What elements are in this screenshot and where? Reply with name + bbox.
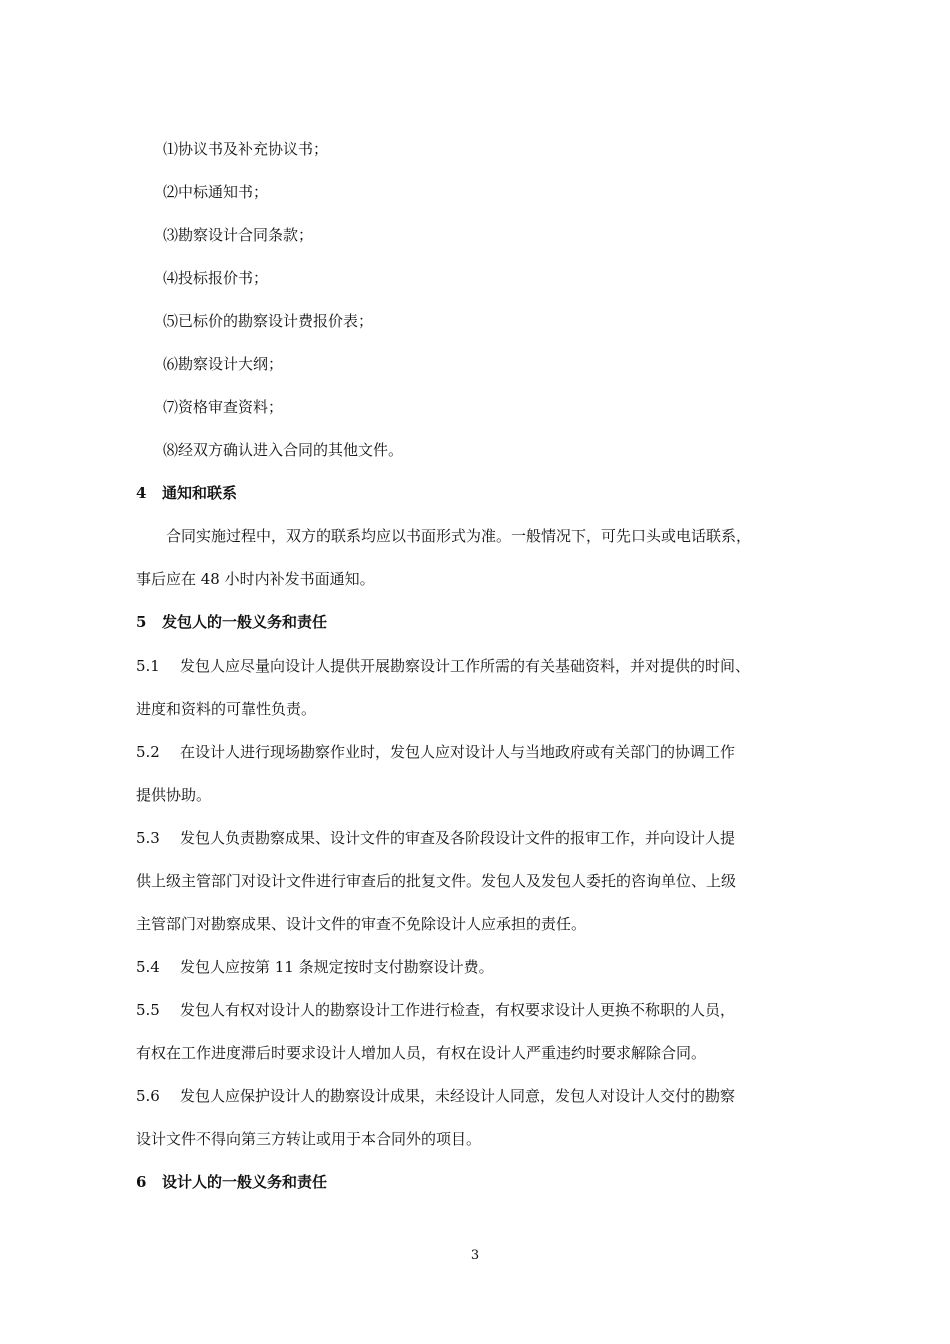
section-heading xyxy=(136,612,327,632)
section-number: 6 xyxy=(136,1173,147,1191)
list-item: ⑴协议书及补充协议书； xyxy=(163,140,329,158)
clause-line: 有权在工作进度滞后时要求设计人增加人员，有权在设计人严重违约时要求解除合同。 xyxy=(136,1044,707,1062)
clause-line xyxy=(136,828,735,848)
clause-line: 进度和资料的可靠性负责。 xyxy=(136,700,317,718)
clause-line xyxy=(136,742,735,762)
paragraph-line: 合同实施过程中，双方的联系均应以书面形式为准。一般情况下，可先口头或电话联系， xyxy=(166,527,752,545)
clause-text: 发包人应保护设计人的勘察设计成果，未经设计人同意，发包人对设计人交付的勘察 xyxy=(180,1087,736,1105)
list-item: ⑻经双方确认进入合同的其他文件。 xyxy=(163,441,404,459)
clause-number: 5.5 xyxy=(136,1001,160,1019)
section-heading xyxy=(136,483,237,503)
clause-line: 供上级主管部门对设计文件进行审查后的批复文件。发包人及发包人委托的咨询单位、上级 xyxy=(136,872,737,890)
list-item: ⑷投标报价书； xyxy=(163,269,269,287)
list-item: ⑵中标通知书； xyxy=(163,183,269,201)
section-title: 设计人的一般义务和责任 xyxy=(162,1173,328,1191)
list-item: ⑹勘察设计大纲； xyxy=(163,355,284,373)
paragraph-line: 事后应在 48 小时内补发书面通知。 xyxy=(136,570,375,588)
list-item: ⑺资格审查资料； xyxy=(163,398,284,416)
page-number: 3 xyxy=(470,1248,480,1263)
clause-number: 5.3 xyxy=(136,829,160,847)
clause-text: 在设计人进行现场勘察作业时，发包人应对设计人与当地政府或有关部门的协调工作 xyxy=(180,743,736,761)
clause-line: 设计文件不得向第三方转让或用于本合同外的项目。 xyxy=(136,1130,482,1148)
clause-number: 5.4 xyxy=(136,958,160,976)
section-title: 通知和联系 xyxy=(162,484,238,502)
clause-line xyxy=(136,656,750,676)
section-title: 发包人的一般义务和责任 xyxy=(162,613,328,631)
clause-line xyxy=(136,957,494,977)
clause-line xyxy=(136,1000,735,1020)
section-heading xyxy=(136,1172,327,1192)
clause-line xyxy=(136,1086,735,1106)
section-number: 5 xyxy=(136,613,147,631)
clause-text: 发包人应按第 11 条规定按时支付勘察设计费。 xyxy=(180,958,494,976)
clause-line: 主管部门对勘察成果、设计文件的审查不免除设计人应承担的责任。 xyxy=(136,915,587,933)
clause-text: 发包人应尽量向设计人提供开展勘察设计工作所需的有关基础资料，并对提供的时间、 xyxy=(180,657,751,675)
list-item: ⑶勘察设计合同条款； xyxy=(163,226,314,244)
clause-number: 5.6 xyxy=(136,1087,160,1105)
clause-text: 发包人负责勘察成果、设计文件的审查及各阶段设计文件的报审工作，并向设计人提 xyxy=(180,829,736,847)
clause-text: 发包人有权对设计人的勘察设计工作进行检查，有权要求设计人更换不称职的人员， xyxy=(180,1001,736,1019)
clause-number: 5.2 xyxy=(136,743,160,761)
clause-line: 提供协助。 xyxy=(136,786,212,804)
list-item: ⑸已标价的勘察设计费报价表； xyxy=(163,312,374,330)
clause-number: 5.1 xyxy=(136,657,160,675)
section-number: 4 xyxy=(136,484,147,502)
